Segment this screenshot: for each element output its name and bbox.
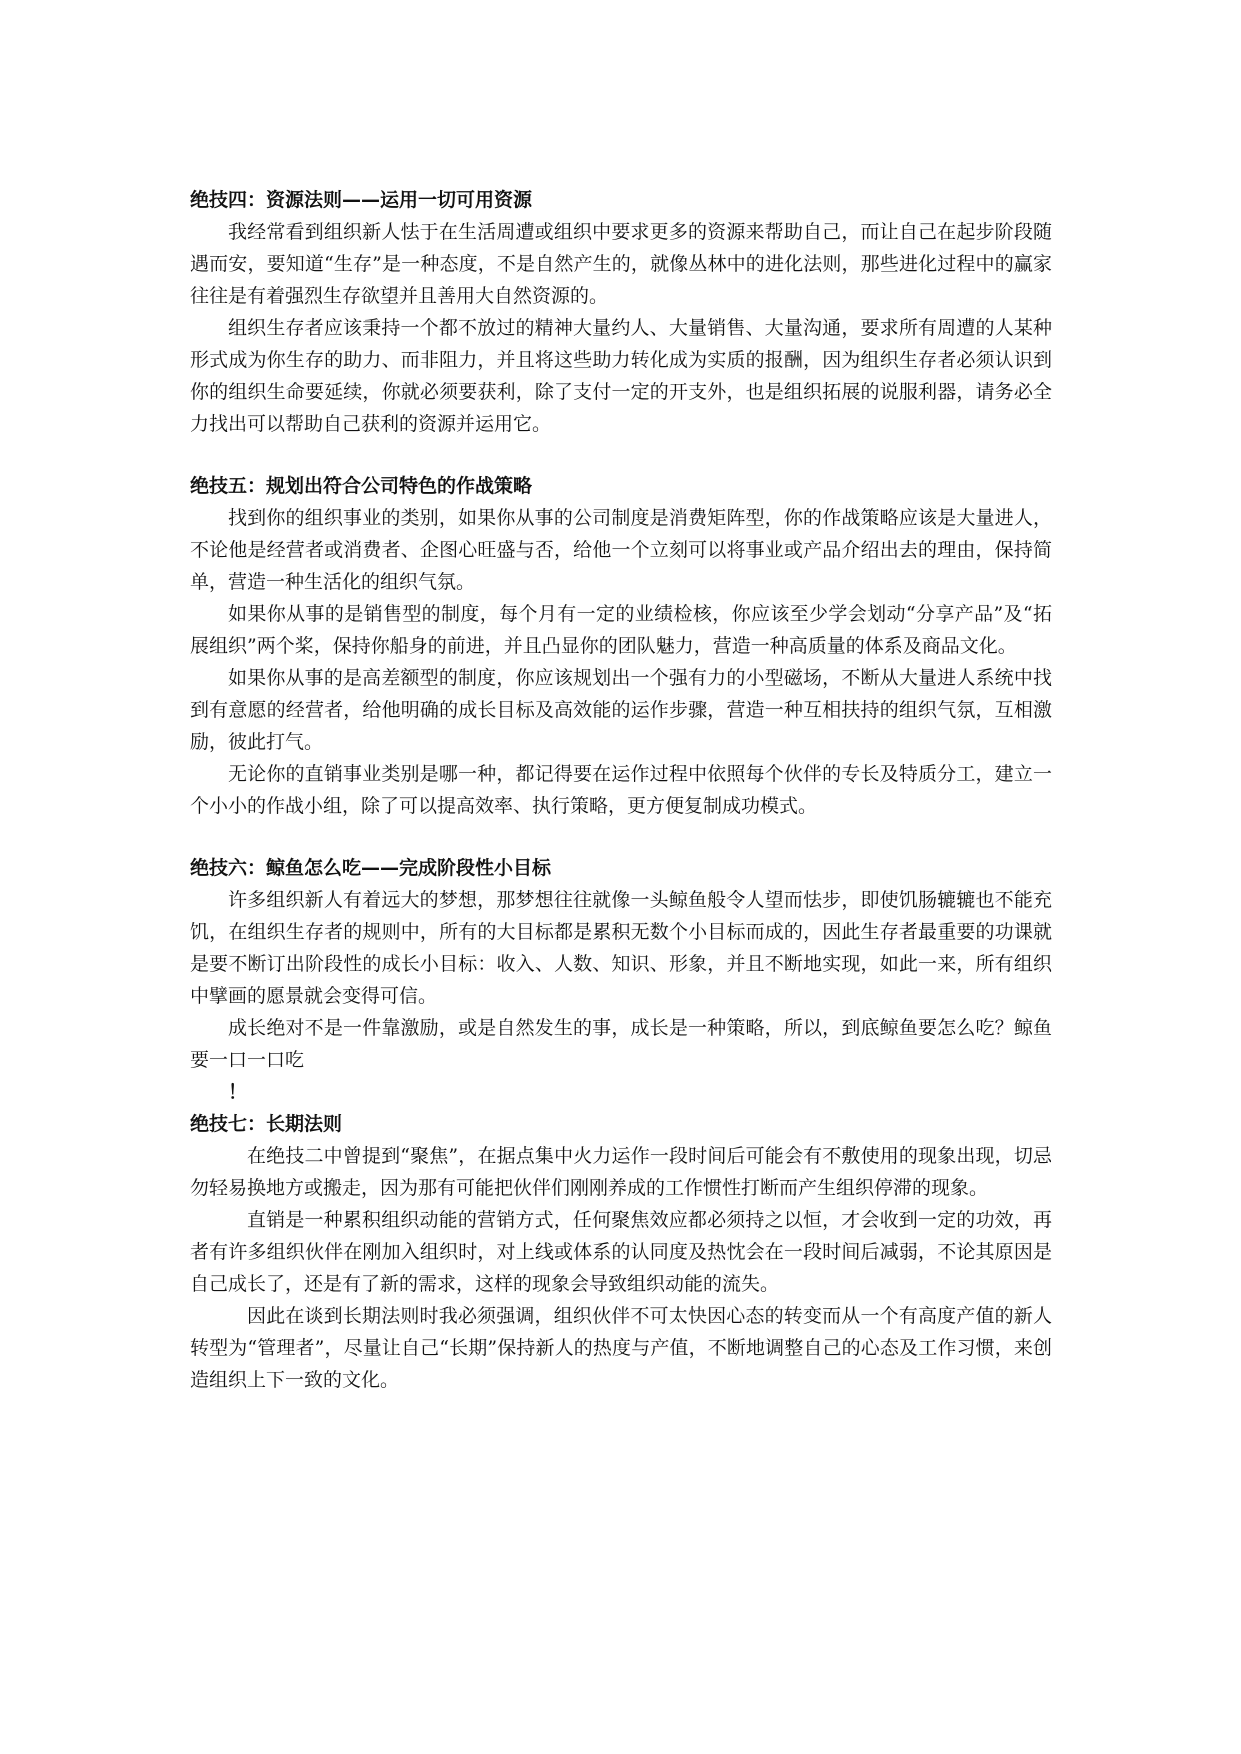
paragraph: 我经常看到组织新人怯于在生活周遭或组织中要求更多的资源来帮助自己，而让自己在起步阶段随遇而安，要知道“生存”是一种态度，不是自然产生的，就像丛林中的进化法则，那些进化过程中的赢家往往是有着强烈生存欲望并且善用大自然资源的。 — [190, 221, 1052, 307]
paragraph: 组织生存者应该秉持一个都不放过的精神大量约人、大量销售、大量沟通，要求所有周遭的人某种形式成为你生存的助力、而非阻力，并且将这些助力转化成为实质的报酬，因为组织生存者必须认识到你的组织生命要延续，你就必须要获利，除了支付一定的开支外，也是组织拓展的说服利器，请务必全力找出可以帮助自己获利的资源并运用它。 — [190, 317, 1052, 435]
trailing-exclamation: ！ — [228, 1081, 248, 1103]
section-heading: 绝技四：资源法则——运用一切可用资源 — [190, 189, 533, 211]
section-six — [190, 852, 1052, 1108]
paragraph: 因此在谈到长期法则时我必须强调，组织伙伴不可太快因心态的转变而从一个有高度产值的新人转型为“管理者”，尽量让自己“长期”保持新人的热度与产值，不断地调整自己的心态及工作习惯，来创造组织上下一致的文化。 — [190, 1305, 1052, 1391]
section-heading: 绝技五：规划出符合公司特色的作战策略 — [190, 475, 533, 497]
paragraph: 直销是一种累积组织动能的营销方式，任何聚焦效应都必须持之以恒，才会收到一定的功效，再者有许多组织伙伴在刚加入组织时，对上线或体系的认同度及热忱会在一段时间后减弱，不论其原因是自己成长了，还是有了新的需求，这样的现象会导致组织动能的流失。 — [190, 1209, 1052, 1295]
paragraph: 成长绝对不是一件靠激励，或是自然发生的事，成长是一种策略，所以，到底鲸鱼要怎么吃？鲸鱼要一口一口吃 — [190, 1017, 1052, 1071]
paragraph: 无论你的直销事业类别是哪一种，都记得要在运作过程中依照每个伙伴的专长及特质分工，建立一个小小的作战小组，除了可以提高效率、执行策略，更方便复制成功模式。 — [190, 763, 1052, 817]
section-seven — [190, 1108, 1052, 1396]
section-four — [190, 184, 1052, 440]
paragraph: 如果你从事的是销售型的制度，每个月有一定的业绩检核，你应该至少学会划动“分享产品”及“拓展组织”两个桨，保持你船身的前进，并且凸显你的团队魅力，营造一种高质量的体系及商品文化。 — [190, 603, 1052, 657]
section-heading: 绝技七：长期法则 — [190, 1113, 343, 1135]
paragraph: 在绝技二中曾提到“聚焦”，在据点集中火力运作一段时间后可能会有不敷使用的现象出现，切忌勿轻易换地方或搬走，因为那有可能把伙伴们刚刚养成的工作惯性打断而产生组织停滞的现象。 — [190, 1145, 1052, 1199]
paragraph: 许多组织新人有着远大的梦想，那梦想往往就像一头鲸鱼般令人望而怯步，即使饥肠辘辘也不能充饥，在组织生存者的规则中，所有的大目标都是累积无数个小目标而成的，因此生存者最重要的功课就是要不断订出阶段性的成长小目标：收入、人数、知识、形象，并且不断地实现，如此一来，所有组织中擘画的愿景就会变得可信。 — [190, 889, 1052, 1007]
paragraph: 找到你的组织事业的类别，如果你从事的公司制度是消费矩阵型，你的作战策略应该是大量进人，不论他是经营者或消费者、企图心旺盛与否，给他一个立刻可以将事业或产品介绍出去的理由，保持简单，营造一种生活化的组织气氛。 — [190, 507, 1052, 593]
section-five — [190, 470, 1052, 822]
section-heading: 绝技六：鲸鱼怎么吃——完成阶段性小目标 — [190, 857, 552, 879]
document-page — [190, 184, 1052, 1426]
paragraph: 如果你从事的是高差额型的制度，你应该规划出一个强有力的小型磁场，不断从大量进人系统中找到有意愿的经营者，给他明确的成长目标及高效能的运作步骤，营造一种互相扶持的组织气氛，互相激励，彼此打气。 — [190, 667, 1052, 753]
